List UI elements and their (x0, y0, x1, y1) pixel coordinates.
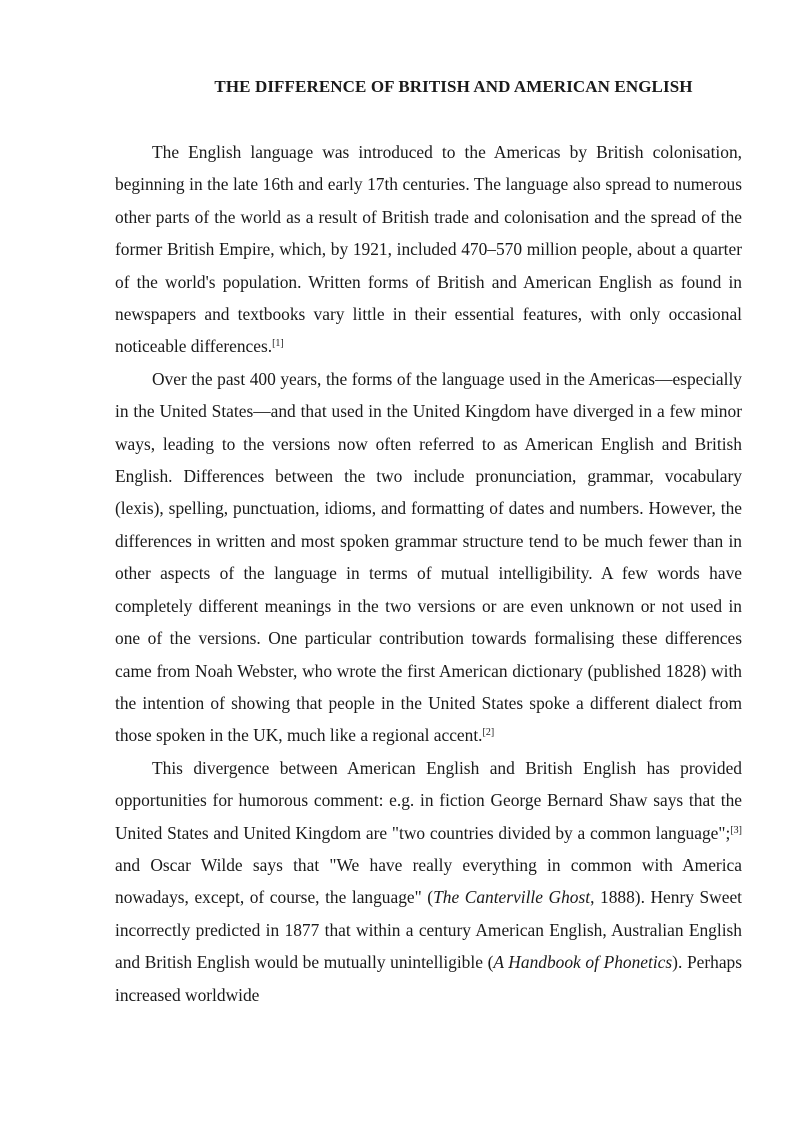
work-title-handbook-of-phonetics: A Handbook of Phonetics (493, 952, 673, 973)
footnote-ref-3[interactable]: [3] (730, 824, 742, 836)
footnote-ref-1[interactable]: [1] (272, 338, 284, 350)
footnote-ref-2[interactable]: [2] (482, 727, 495, 739)
paragraph-1-text: The English language was introduced to the Americas by British colonisation, beginning in the late 16th and early 17th centuries. The language also spread to numerous other parts of the world as a result of British trade and colonisation and the spread of the former British Empire, which, by 1921, included 470–570 million people, about a quarter of the world's population. Written forms of British and American English as found in newspapers and textbooks vary little in their essential features, with only occasional noticeable differences. (115, 142, 742, 357)
work-title-canterville-ghost: The Canterville Ghost (433, 887, 591, 908)
paragraph-3-text-c: , 1888). Henry Sweet incorrectly predicted in 1877 that within a century American English, Australian English and British English would be mutually unintelligible ( (115, 887, 742, 973)
paragraph-3-text-b: and Oscar Wilde says that "We have really everything in common with America nowadays, except, of course, the language" ( (115, 854, 742, 908)
document-page (115, 72, 742, 1011)
paragraph-1 (115, 136, 742, 363)
paragraph-2-text: Over the past 400 years, the forms of the language used in the Americas—especially in the United States—and that used in the United Kingdom have diverged in a few minor ways, leading to the versions now often referred to as American English and British English. Differences between the two include pronunciation, grammar, vocabulary (lexis), spelling, punctuation, idioms, and formatting of dates and numbers. However, the differences in written and most spoken grammar structure tend to be much fewer than in other aspects of the language in terms of mutual intelligibility. A few words have completely different meanings in the two versions or are even unknown or not used in one of the versions. One particular contribution towards formalising these differences came from Noah Webster, who wrote the first American dictionary (published 1828) with the intention of showing that people in the United States spoke a different dialect from those spoken in the UK, much like a regional accent. (115, 368, 742, 746)
paragraph-3-text-d: ). Perhaps increased worldwide (115, 952, 742, 1005)
document-title: THE DIFFERENCE OF BRITISH AND AMERICAN ENGLISH (214, 77, 693, 96)
paragraph-3 (115, 752, 742, 1011)
paragraph-2 (115, 363, 742, 752)
paragraph-3-text-a: This divergence between American English and British English has provided opportunities for humorous comment: e.g. in fiction George Bernard Shaw says that the United States and United Kingdom are "two countries divided by a common language"; (115, 757, 742, 843)
